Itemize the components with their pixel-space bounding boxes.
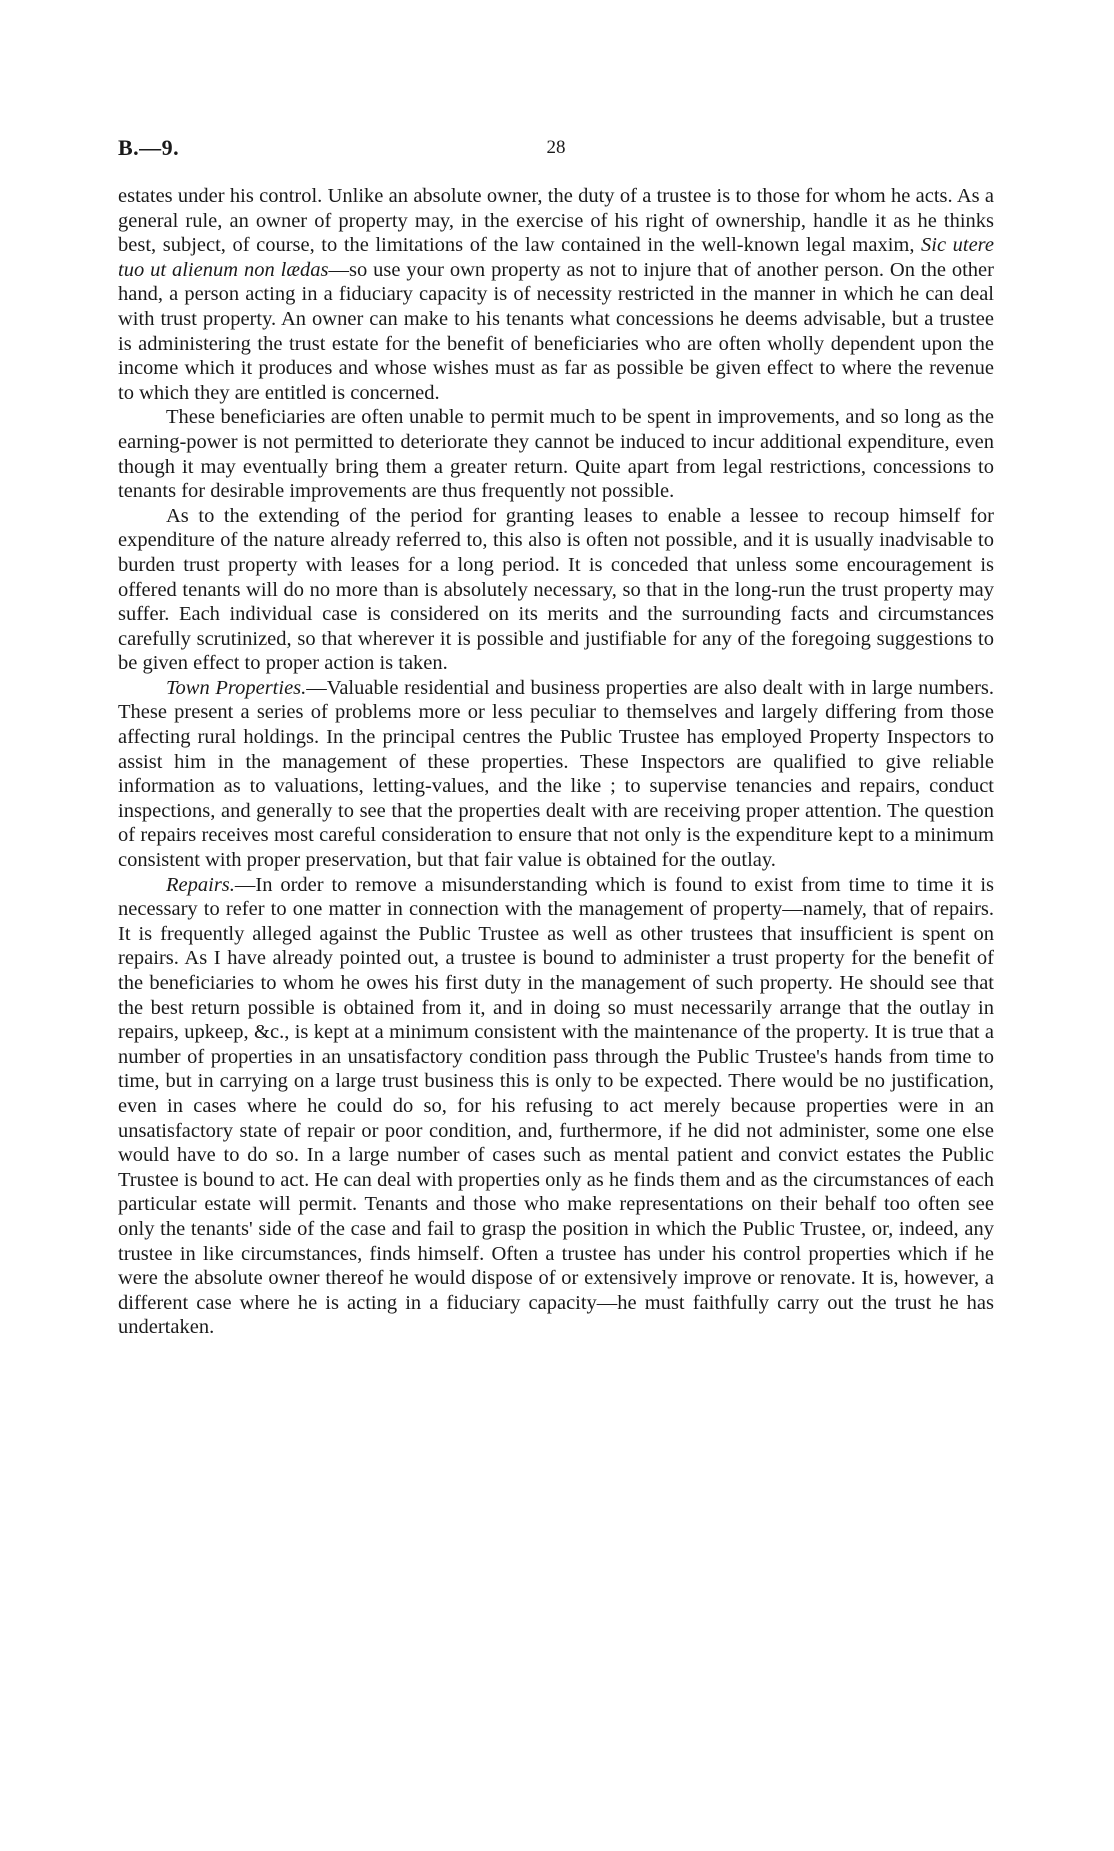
paragraph-text: As to the extending of the period for granting leases to enable a lessee to recoup himself for expenditure of the nature already referred to, this also is often not possible, and it is usually inadvisable to burden trust property with leases for a long period. It is conceded that unless some encouragement is offered tenants will do no more than is absolutely necessary, so that in the long-run the trust property may suffer. Each individual case is considered on its merits and the surrounding facts and circumstances carefully scrutinized, so that wherever it is possible and justifiable for any of the foregoing suggestions to be given effect to proper action is taken. — [118, 504, 994, 675]
paragraph-text: —In order to remove a misunderstanding which is found to exist from time to time it is necessary to refer to one matter in connection with the management of property—namely, that of repairs. It is frequently alleged against the Public Trustee as well as other trustees that insufficient is spent on repairs. As I have already pointed out, a trustee is bound to administer a trust property for the benefit of the beneficiaries to whom he owes his first duty in the management of such property. He should see that the best return possible is obtained from it, and in doing so must necessarily arrange that the outlay in repairs, upkeep, &c., is kept at a minimum consistent with the maintenance of the property. It is true that a number of properties in an unsatisfactory condition pass through the Public Trustee's hands from time to time, but in carrying on a large trust business this is only to be expected. There would be no justification, even in cases where he could do so, for his refusing to act merely because properties were in an unsatisfactory state of repair or poor condition, and, furthermore, if he did not administer, some one else would have to do so. In a large number of cases such as mental patient and convict estates the Public Trustee is bound to act. He can deal with properties only as he finds them and as the circumstances of each particular estate will permit. Tenants and those who make representations on their behalf too often see only the tenants' side of the case and fail to grasp the position in which the Public Trustee, or, indeed, any trustee in like circumstances, finds himself. Often a trustee has under his control properties which if he were the absolute owner thereof he would dispose of or extensively improve or renovate. It is, however, a different case where he is acting in a fiduciary capacity—he must faithfully carry out the trust he has undertaken. — [118, 873, 994, 1339]
section-heading-repairs: Repairs. — [166, 873, 235, 896]
paragraph-town-properties — [118, 676, 994, 873]
section-heading-town-properties: Town Properties. — [166, 676, 307, 699]
page-header — [118, 135, 994, 165]
paragraph-leases — [118, 504, 994, 676]
paragraph-text: —so use your own property as not to injure that of another person. On the other hand, a person acting in a fiduciary capacity is of necessity restricted in the manner in which he can deal with trust property. An owner can make to his tenants what concessions he deems advisable, but a trustee is administering the trust estate for the benefit of beneficiaries who are often wholly dependent upon the income which it produces and whose wishes must as far as possible be given effect to where the revenue to which they are entitled is concerned. — [118, 258, 994, 404]
paragraph-beneficiaries — [118, 405, 994, 503]
paragraph-estates-under-control — [118, 184, 994, 405]
paragraph-repairs — [118, 873, 994, 1340]
body-text — [118, 184, 994, 1340]
paragraph-text: —Valuable residential and business properties are also dealt with in large numbers. These present a series of problems more or less peculiar to themselves and largely differing from those affecting rural holdings. In the principal centres the Public Trustee has employed Property Inspectors to assist him in the management of these properties. These Inspectors are qualified to give reliable information as to valuations, letting-values, and the like ; to supervise tenancies and repairs, conduct inspections, and generally to see that the properties dealt with are receiving proper attention. The question of repairs receives most careful consideration to ensure that not only is the expenditure kept to a minimum consistent with proper preservation, but that fair value is obtained for the outlay. — [118, 676, 994, 872]
paragraph-text: These beneficiaries are often unable to permit much to be spent in improvements, and so long as the earning-power is not permitted to deteriorate they cannot be induced to incur additional expenditure, even though it may eventually bring them a greater return. Quite apart from legal restrictions, concessions to tenants for desirable improvements are thus frequently not possible. — [118, 406, 994, 503]
paragraph-text: estates under his control. Unlike an absolute owner, the duty of a trustee is to those for whom he acts. As a general rule, an owner of property may, in the exercise of his right of ownership, handle it as he thinks best, subject, of course, to the limitations of the law contained in the well-known legal maxim, — [118, 185, 994, 257]
latin-maxim: Sic utere tuo ut alienum non lædas — [118, 234, 995, 281]
document-reference: B.—9. — [118, 135, 180, 160]
page-number: 28 — [546, 137, 566, 158]
